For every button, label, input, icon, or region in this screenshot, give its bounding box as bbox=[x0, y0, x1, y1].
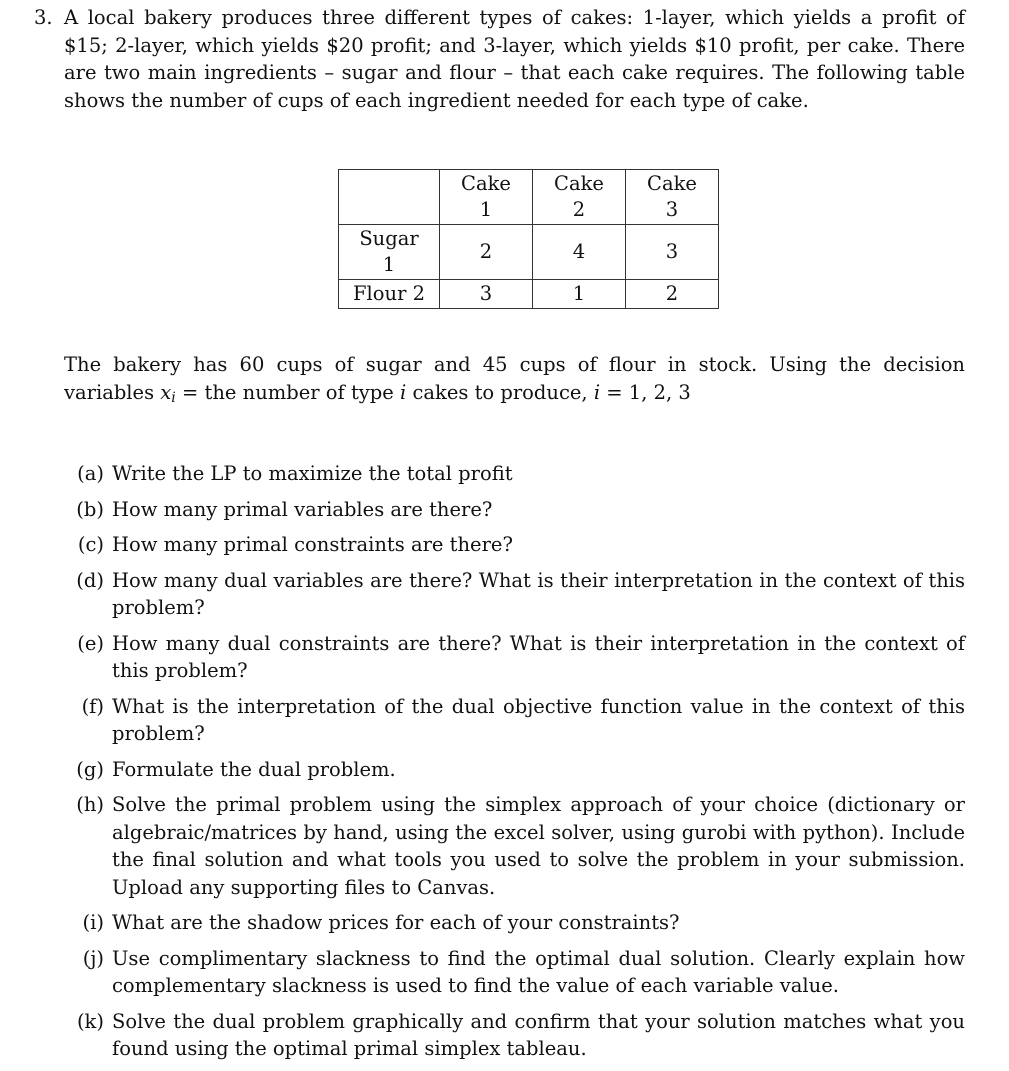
part-label: (a) bbox=[77, 462, 104, 485]
variable-definition-tail: cakes to produce, bbox=[406, 380, 594, 404]
part-text: What are the shadow prices for each of your constraints? bbox=[112, 911, 680, 934]
decision-variable-subscript: i bbox=[171, 389, 176, 406]
row-label: Flour 2 bbox=[339, 280, 440, 309]
question-part bbox=[70, 909, 965, 937]
question-part bbox=[70, 460, 965, 488]
problem-intro: A local bakery produces three different types of cakes: 1-layer, which yields a profit of $15; 2-layer, which yields $20 profit; and 3-layer, which yields $10 profit, per cake. There are two main ingredients – sugar and flour – that each cake requires. The following table shows the number of cups of each ingredient needed for each type of cake. bbox=[64, 6, 965, 112]
part-label: (h) bbox=[76, 793, 104, 816]
part-text: Use complimentary slackness to find the optimal dual solution. Clearly explain how complementary slackness is used to find the value of each variable value. bbox=[112, 946, 965, 997]
part-text: Write the LP to maximize the total profit bbox=[112, 462, 513, 485]
part-text: How many dual constraints are there? What is their interpretation in the context of this problem? bbox=[112, 631, 965, 682]
part-text: How many dual variables are there? What is their interpretation in the context of this problem? bbox=[112, 568, 965, 619]
part-label: (d) bbox=[76, 568, 104, 592]
question-part bbox=[70, 945, 965, 1000]
part-text: Formulate the dual problem. bbox=[112, 757, 396, 781]
problem bbox=[34, 4, 965, 1071]
index-range: = 1, 2, 3 bbox=[600, 380, 691, 404]
column-header: Cake 1 bbox=[440, 170, 533, 225]
table-corner-cell bbox=[339, 170, 440, 225]
part-text: Solve the primal problem using the simplex approach of your choice (dictionary or algebraic/matrices by hand, using the excel solver, using gurobi with python). Include the final solution and what tools you used to solve the problem in your submission. Upload any supporting files to Canvas. bbox=[112, 793, 965, 899]
index-symbol: i bbox=[593, 380, 601, 404]
part-label: (f) bbox=[81, 694, 104, 718]
stock-paragraph bbox=[64, 351, 965, 406]
question-part bbox=[70, 791, 965, 901]
ingredient-table-wrap bbox=[64, 169, 965, 309]
table-row bbox=[339, 225, 719, 280]
table-header-row bbox=[339, 170, 719, 225]
question-parts bbox=[70, 460, 965, 1063]
variable-definition: = the number of type bbox=[175, 380, 401, 404]
table-cell: 2 bbox=[440, 225, 533, 280]
table-cell: 3 bbox=[626, 225, 719, 280]
ingredient-table bbox=[338, 169, 719, 309]
column-header: Cake 3 bbox=[626, 170, 719, 225]
question-part bbox=[70, 1008, 965, 1063]
row-label: Sugar 1 bbox=[339, 225, 440, 280]
problem-number: 3. bbox=[34, 6, 53, 29]
part-label: (i) bbox=[82, 911, 104, 934]
part-label: (g) bbox=[76, 757, 104, 781]
table-row bbox=[339, 280, 719, 309]
part-label: (b) bbox=[76, 497, 104, 521]
question-part bbox=[70, 567, 965, 622]
question-part bbox=[70, 693, 965, 748]
table-cell: 2 bbox=[626, 280, 719, 309]
stock-sentence: The bakery has 60 cups of sugar and 45 cups of flour in stock. Using the decision variables bbox=[64, 353, 965, 404]
index-symbol: i bbox=[400, 380, 407, 404]
part-label: (e) bbox=[77, 631, 104, 655]
question-part bbox=[70, 756, 965, 784]
problem-body bbox=[64, 4, 965, 1071]
part-text: How many primal constraints are there? bbox=[112, 533, 513, 556]
part-label: (c) bbox=[77, 533, 104, 556]
part-text: What is the interpretation of the dual objective function value in the context of this problem? bbox=[112, 694, 965, 745]
question-part bbox=[70, 630, 965, 685]
part-text: How many primal variables are there? bbox=[112, 497, 493, 521]
question-part bbox=[70, 531, 965, 559]
part-label: (k) bbox=[76, 1009, 104, 1033]
decision-variable: x bbox=[160, 380, 172, 404]
column-header: Cake 2 bbox=[533, 170, 626, 225]
question-part bbox=[70, 496, 965, 524]
table-cell: 3 bbox=[440, 280, 533, 309]
table-cell: 4 bbox=[533, 225, 626, 280]
part-text: Solve the dual problem graphically and confirm that your solution matches what you found using the optimal primal simplex tableau. bbox=[112, 1009, 965, 1060]
part-label: (j) bbox=[82, 946, 104, 970]
table-cell: 1 bbox=[533, 280, 626, 309]
